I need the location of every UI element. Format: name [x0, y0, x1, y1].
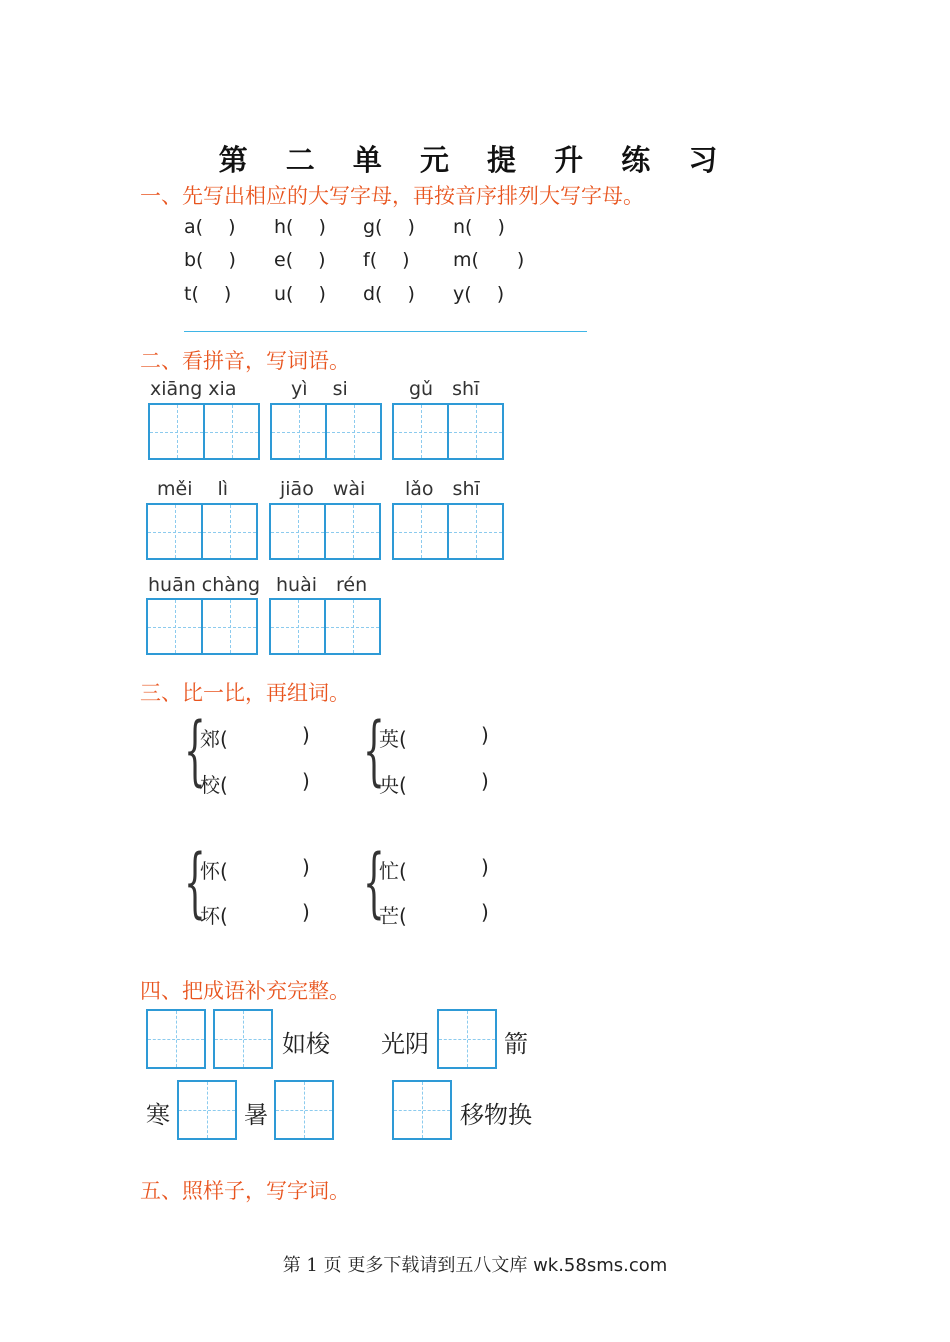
writing-box[interactable]: [274, 1080, 334, 1140]
writing-box[interactable]: [201, 598, 258, 655]
writing-box[interactable]: [437, 1009, 497, 1069]
paren-close: ): [481, 900, 489, 924]
compare-item: [379, 723, 489, 752]
writing-box[interactable]: [201, 503, 258, 560]
pinyin-label: jiāo wài: [280, 478, 366, 500]
footer-text: 第 1 页 更多下载请到五八文库: [282, 1255, 528, 1276]
writing-box[interactable]: [447, 403, 504, 460]
section-3-heading: 三、比一比，再组词。: [140, 681, 350, 705]
footer-link[interactable]: wk.58sms.com: [533, 1255, 668, 1276]
section-4-heading: 四、把成语补充完整。: [140, 979, 350, 1003]
compare-char: 郊(: [200, 727, 228, 751]
compare-item: [379, 900, 489, 929]
writing-box[interactable]: [213, 1009, 273, 1069]
idiom-text: 暑: [244, 1101, 268, 1129]
writing-box[interactable]: [392, 503, 449, 560]
compare-item: [200, 769, 310, 798]
idiom-text: 光阴: [381, 1030, 429, 1058]
letter-item: t( ): [184, 283, 232, 305]
pinyin-label: huài rén: [276, 574, 368, 596]
writing-box[interactable]: [269, 503, 326, 560]
brace-icon: {: [363, 705, 385, 794]
writing-box[interactable]: [392, 403, 449, 460]
idiom-text: 箭: [504, 1030, 528, 1058]
section-1-heading: 一、先写出相应的大写字母，再按音序排列大写字母。: [140, 184, 644, 208]
compare-item: [200, 900, 310, 929]
compare-item: [379, 855, 489, 884]
pinyin-label: měi lì: [157, 478, 229, 500]
brace-icon: {: [363, 837, 385, 926]
letter-item: a( ): [184, 216, 236, 238]
compare-char: 校(: [200, 773, 228, 797]
paren-close: ): [302, 723, 310, 747]
writing-box[interactable]: [447, 503, 504, 560]
paren-close: ): [481, 723, 489, 747]
writing-box[interactable]: [324, 598, 381, 655]
letter-item: e( ): [274, 249, 326, 271]
page-title: 第 二 单 元 提 升 练 习: [218, 143, 732, 177]
writing-box[interactable]: [146, 598, 203, 655]
writing-box[interactable]: [177, 1080, 237, 1140]
writing-box[interactable]: [269, 598, 326, 655]
writing-box[interactable]: [146, 503, 203, 560]
writing-box[interactable]: [392, 1080, 452, 1140]
idiom-text: 如梭: [282, 1030, 330, 1058]
brace-icon: {: [184, 705, 206, 794]
writing-box[interactable]: [270, 403, 327, 460]
paren-close: ): [481, 855, 489, 879]
letter-item: d( ): [363, 283, 415, 305]
compare-char: 英(: [379, 727, 407, 751]
paren-close: ): [481, 769, 489, 793]
letter-item: n( ): [453, 216, 505, 238]
answer-line[interactable]: [184, 331, 587, 332]
section-5-heading: 五、照样子，写字词。: [140, 1179, 350, 1203]
idiom-text: 移物换: [460, 1101, 532, 1129]
pinyin-label: yì si: [291, 378, 348, 400]
letter-item: g( ): [363, 216, 415, 238]
writing-box[interactable]: [324, 503, 381, 560]
section-2-heading: 二、看拼音，写词语。: [140, 349, 350, 373]
pinyin-label: gǔ shī: [409, 378, 480, 400]
writing-box[interactable]: [325, 403, 382, 460]
letter-item: h( ): [274, 216, 326, 238]
compare-char: 央(: [379, 773, 407, 797]
paren-close: ): [302, 900, 310, 924]
compare-char: 怀(: [200, 859, 228, 883]
compare-item: [200, 855, 310, 884]
compare-char: 坏(: [200, 904, 228, 928]
letter-item: m( ): [453, 249, 525, 271]
writing-box[interactable]: [148, 403, 205, 460]
writing-box[interactable]: [203, 403, 260, 460]
paren-close: ): [302, 769, 310, 793]
pinyin-label: lǎo shī: [405, 478, 480, 500]
pinyin-label: huān chàng: [148, 574, 261, 596]
compare-char: 忙(: [379, 859, 407, 883]
compare-item: [200, 723, 310, 752]
letter-item: f( ): [363, 249, 410, 271]
letter-item: y( ): [453, 283, 505, 305]
compare-item: [379, 769, 489, 798]
brace-icon: {: [184, 837, 206, 926]
writing-box[interactable]: [146, 1009, 206, 1069]
compare-char: 芒(: [379, 904, 407, 928]
pinyin-label: xiāng xia: [150, 378, 237, 400]
letter-item: b( ): [184, 249, 236, 271]
letter-item: u( ): [274, 283, 326, 305]
paren-close: ): [302, 855, 310, 879]
idiom-text: 寒: [146, 1101, 170, 1129]
page-footer: [0, 1251, 950, 1277]
